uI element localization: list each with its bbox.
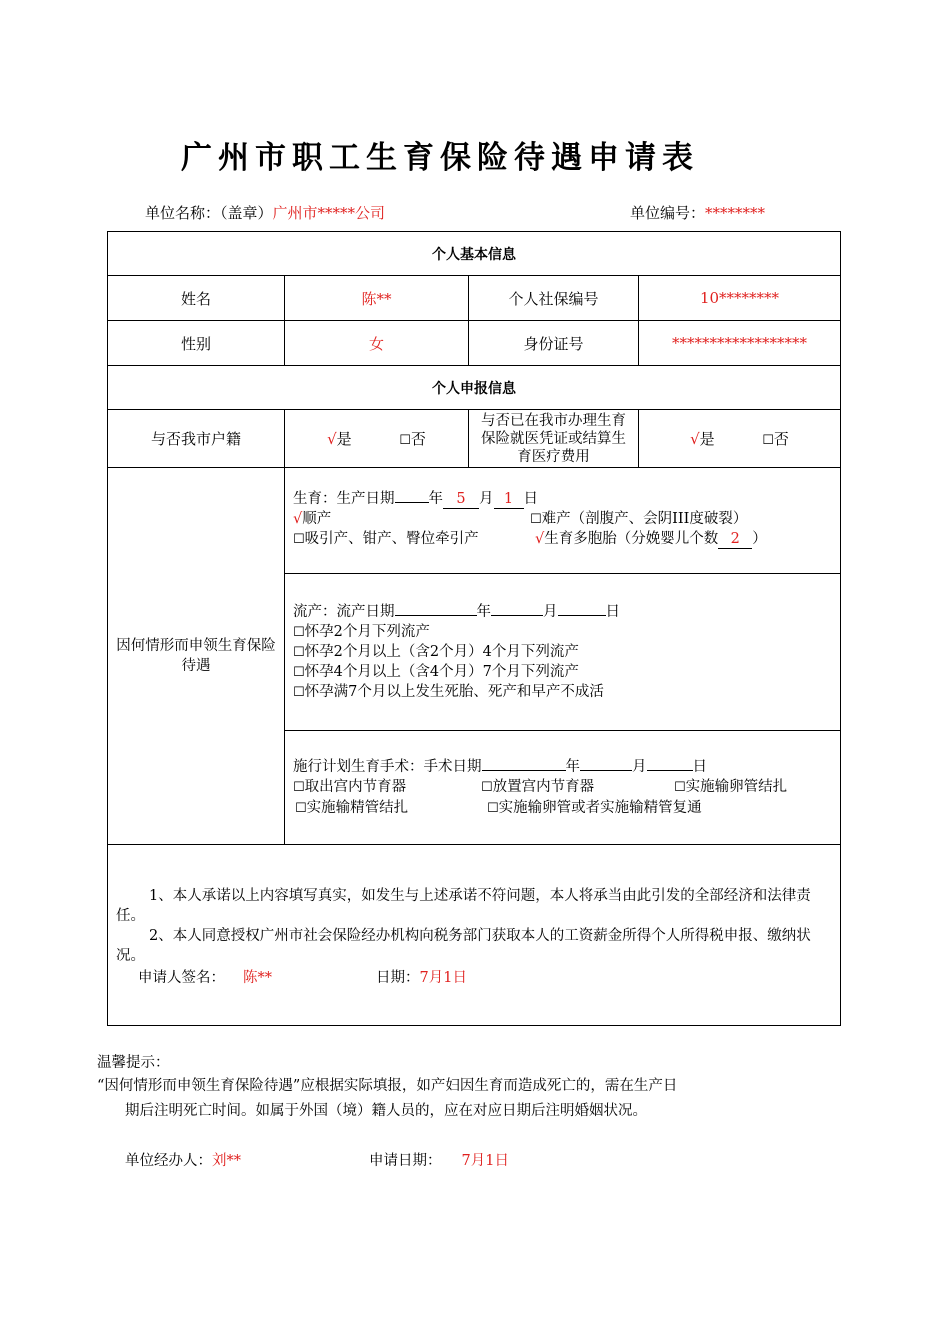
abortion-option-2-label: 怀孕2个月以上（含2个月）4个月下列流产 — [304, 644, 579, 660]
surgery-month-label: 月 — [632, 759, 647, 775]
abortion-option-1 — [293, 622, 430, 643]
abortion-date-row — [293, 602, 620, 622]
assisted-birth-label: 吸引产、钳产、臀位牵引产 — [304, 531, 479, 547]
birth-day-label: 日 — [523, 491, 538, 507]
multiple-birth-close: ） — [752, 531, 767, 547]
birth-month-label: 月 — [479, 491, 494, 507]
difficult-birth-label: 难产（剖腹产、会阴III度破裂） — [541, 511, 748, 527]
abortion-option-1-label: 怀孕2个月下列流产 — [304, 624, 430, 640]
declaration-sign-row — [116, 968, 832, 988]
cert-yes-check[interactable]: √ — [690, 430, 700, 448]
hukou-no-checkbox[interactable]: ☐ — [399, 433, 411, 448]
surgery-option-4 — [295, 798, 408, 819]
abortion-option-2 — [293, 642, 579, 663]
abortion-option-4 — [293, 682, 604, 703]
cert-yes-label: 是 — [699, 430, 715, 448]
surgery-option-1 — [293, 777, 406, 798]
id-number-value[interactable]: ****************** — [639, 321, 841, 366]
surgery-option-3-label: 实施输卵管结扎 — [685, 779, 788, 795]
handler-value[interactable]: 刘** — [212, 1153, 241, 1169]
surgery-option-5 — [487, 798, 702, 819]
cert-label: 与否已在我市办理生育保险就医凭证或结算生育医疗费用 — [469, 410, 639, 468]
abortion-option-3-label: 怀孕4个月以上（含4个月）7个月下列流产 — [304, 664, 579, 680]
assisted-birth-checkbox[interactable]: ☐ — [293, 532, 305, 547]
unit-name-value[interactable]: 广州市*****公司 — [272, 204, 386, 222]
social-security-value[interactable]: 10******** — [639, 276, 841, 321]
abortion-checkbox-3[interactable]: ☐ — [293, 665, 305, 680]
abortion-section — [285, 574, 841, 731]
surgery-date-label: 施行计划生育手术：手术日期 — [293, 759, 482, 775]
unit-code-row — [630, 202, 765, 223]
declaration-section — [108, 845, 841, 1026]
apply-date-row — [369, 1149, 509, 1170]
difficult-birth-option — [530, 509, 747, 530]
abortion-option-4-label: 怀孕满7个月以上发生死胎、死产和早产不成活 — [304, 684, 604, 700]
natural-birth-option — [293, 509, 331, 529]
hukou-yes-label: 是 — [336, 430, 352, 448]
baby-count-value[interactable]: 2 — [718, 531, 752, 549]
natural-birth-label: 顺产 — [302, 511, 332, 527]
surgery-option-3 — [674, 777, 787, 798]
hukou-yes-check[interactable]: √ — [327, 430, 337, 448]
surgery-section — [285, 731, 841, 845]
surgery-day-label: 日 — [692, 759, 707, 775]
id-number-label: 身份证号 — [469, 321, 639, 366]
surgery-option-1-label: 取出宫内节育器 — [304, 779, 407, 795]
surgery-option-2-label: 放置宫内节育器 — [492, 779, 595, 795]
birth-date-row — [293, 489, 538, 509]
abortion-date-label: 流产：流产日期 — [293, 604, 395, 620]
surgery-year-label: 年 — [565, 759, 580, 775]
birth-day-value[interactable]: 1 — [494, 491, 524, 509]
unit-code-label: 单位编号： — [630, 204, 706, 222]
multiple-birth-check[interactable]: √ — [535, 531, 545, 547]
abortion-year-label: 年 — [476, 604, 491, 620]
applicant-date-value[interactable]: 7月1日 — [419, 970, 467, 986]
name-value[interactable]: 陈** — [285, 276, 469, 321]
surgery-option-5-label: 实施输卵管或者实施输精管复通 — [498, 800, 702, 816]
declaration-paragraph-1: 1、本人承诺以上内容填写真实，如发生与上述承诺不符问题，本人将承当由此引发的全部经济和法律责任。 — [116, 888, 811, 924]
tips-line-2: 期后注明死亡时间。如属于外国（境）籍人员的，应在对应日期后注明婚姻状况。 — [125, 1103, 647, 1119]
surgery-checkbox-3[interactable]: ☐ — [674, 780, 686, 795]
hukou-no-label: 否 — [410, 430, 426, 448]
natural-birth-check[interactable]: √ — [293, 511, 303, 527]
form-title: 广州市职工生育保险待遇申请表 — [181, 140, 699, 176]
unit-code-value[interactable]: ******** — [705, 204, 766, 222]
applicant-date-label: 日期： — [376, 970, 420, 986]
section-declare-header: 个人申报信息 — [108, 366, 841, 410]
surgery-checkbox-4[interactable]: ☐ — [295, 801, 307, 816]
assisted-birth-option — [293, 529, 479, 550]
apply-date-label: 申请日期： — [369, 1153, 442, 1169]
gender-label: 性别 — [108, 321, 285, 366]
abortion-checkbox-4[interactable]: ☐ — [293, 685, 305, 700]
social-security-label: 个人社保编号 — [469, 276, 639, 321]
unit-name-row — [145, 202, 385, 223]
abortion-month-label: 月 — [543, 604, 558, 620]
tips-title: 温馨提示： — [97, 1055, 170, 1071]
applicant-sign-label: 申请人签名： — [138, 970, 225, 986]
hukou-label: 与否我市户籍 — [108, 410, 285, 468]
difficult-birth-checkbox[interactable]: ☐ — [530, 512, 542, 527]
birth-section — [285, 468, 841, 574]
hukou-options — [285, 410, 469, 468]
declaration-paragraph-2: 2、本人同意授权广州市社会保险经办机构向税务部门获取本人的工资薪金所得个人所得税申报、缴纳状况。 — [116, 928, 811, 964]
multiple-birth-option — [535, 529, 767, 549]
section-basic-header: 个人基本信息 — [108, 232, 841, 276]
birth-date-label: 生育：生产日期 — [293, 491, 395, 507]
surgery-date-row — [293, 757, 707, 777]
apply-date-value[interactable]: 7月1日 — [461, 1153, 509, 1169]
handler-row — [125, 1149, 241, 1170]
surgery-checkbox-1[interactable]: ☐ — [293, 780, 305, 795]
multiple-birth-label: 生育多胞胎（分娩婴儿个数 — [544, 531, 719, 547]
abortion-day-label: 日 — [605, 604, 620, 620]
applicant-sign-value[interactable]: 陈** — [243, 970, 272, 986]
surgery-option-2 — [481, 777, 594, 798]
surgery-checkbox-5[interactable]: ☐ — [487, 801, 499, 816]
abortion-checkbox-2[interactable]: ☐ — [293, 645, 305, 660]
cert-no-checkbox[interactable]: ☐ — [762, 433, 774, 448]
gender-value[interactable]: 女 — [285, 321, 469, 366]
application-table — [107, 231, 841, 1026]
cert-options — [639, 410, 841, 468]
birth-year-label: 年 — [428, 491, 443, 507]
cert-no-label: 否 — [773, 430, 789, 448]
reason-label: 因何情形而申领生育保险待遇 — [108, 468, 285, 845]
handler-label: 单位经办人： — [125, 1153, 212, 1169]
name-label: 姓名 — [108, 276, 285, 321]
abortion-option-3 — [293, 662, 579, 683]
tips-line-1: “因何情形而申领生育保险待遇”应根据实际填报，如产妇因生育而造成死亡的，需在生产日 — [97, 1078, 678, 1094]
abortion-checkbox-1[interactable]: ☐ — [293, 625, 305, 640]
surgery-option-4-label: 实施输精管结扎 — [306, 800, 409, 816]
birth-month-value[interactable]: 5 — [443, 491, 479, 509]
unit-name-label: 单位名称：（盖章） — [145, 204, 273, 222]
surgery-checkbox-2[interactable]: ☐ — [481, 780, 493, 795]
